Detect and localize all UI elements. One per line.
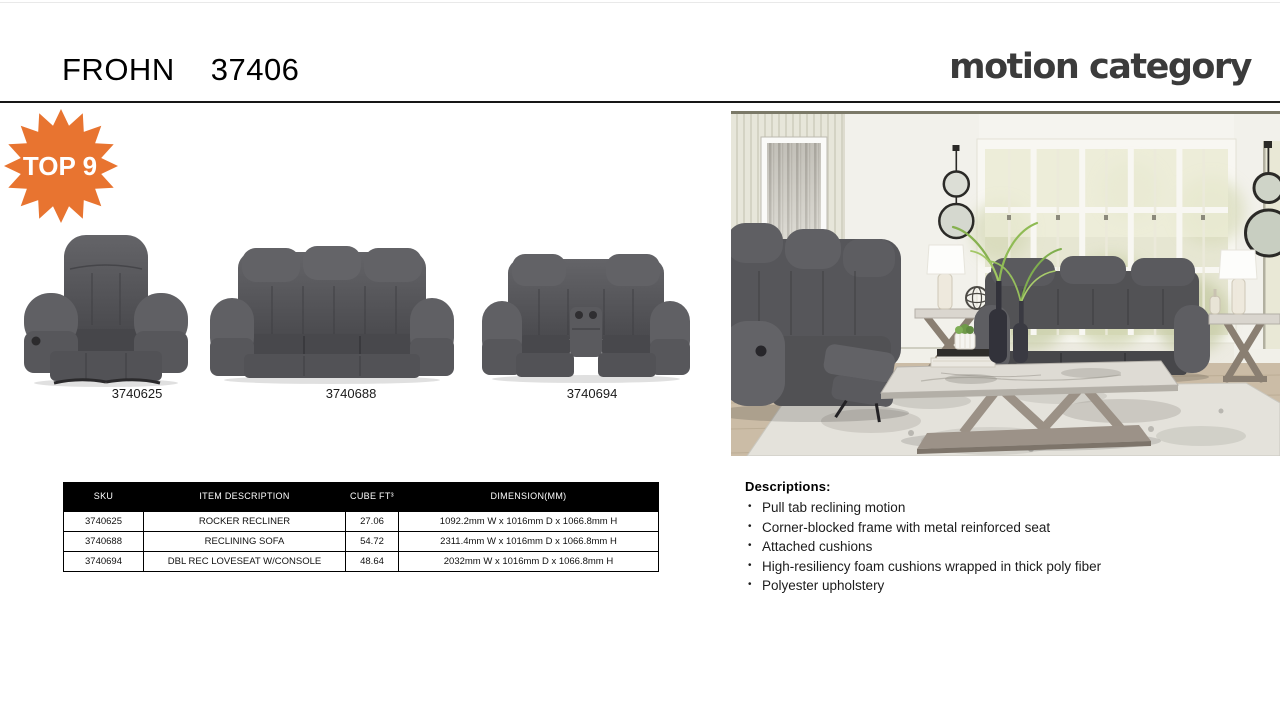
- table-header-row: [64, 483, 659, 512]
- cell-sku: 3740694: [64, 552, 144, 572]
- description-item: • Corner-blocked frame with metal reinforced seat: [745, 518, 1270, 538]
- cell-cube: 48.64: [346, 552, 399, 572]
- cell-sku: 3740625: [64, 512, 144, 532]
- category-label: motion category: [949, 47, 1251, 87]
- product-image-reclining-sofa: [208, 246, 456, 384]
- product-image-rocker-recliner: [20, 233, 192, 388]
- descriptions-list: [745, 498, 1270, 596]
- recline-handle-icon: [756, 346, 767, 357]
- cupholder-icon: [575, 311, 583, 319]
- descriptions-section: [745, 479, 1270, 596]
- cell-cube: 27.06: [346, 512, 399, 532]
- lifestyle-photo: [731, 111, 1280, 456]
- page-title: [62, 52, 299, 88]
- console: [570, 307, 602, 357]
- top9-badge: [0, 106, 122, 228]
- cell-sku: 3740688: [64, 532, 144, 552]
- cell-dimension: 1092.2mm W x 1016mm D x 1066.8mm H: [399, 512, 659, 532]
- top-border: [0, 2, 1280, 3]
- spec-table: [63, 482, 659, 572]
- cell-dimension: 2032mm W x 1016mm D x 1066.8mm H: [399, 552, 659, 572]
- product-series-name: FROHN: [62, 52, 175, 87]
- product-sku-label: 3740694: [566, 386, 618, 401]
- cell-cube: 54.72: [346, 532, 399, 552]
- description-item: • Pull tab reclining motion: [745, 498, 1270, 518]
- col-header-sku: SKU: [64, 483, 144, 512]
- description-item: • High-resiliency foam cushions wrapped in thick poly fiber: [745, 557, 1270, 577]
- table-row: [64, 532, 659, 552]
- description-item: • Polyester upholstery: [745, 576, 1270, 596]
- header-divider: [0, 101, 1280, 103]
- cell-dimension: 2311.4mm W x 1016mm D x 1066.8mm H: [399, 532, 659, 552]
- table-row: [64, 552, 659, 572]
- descriptions-heading: Descriptions:: [745, 479, 831, 494]
- succulent-planter: [955, 324, 975, 349]
- product-image-loveseat-console: [482, 251, 690, 383]
- col-header-item-description: ITEM DESCRIPTION: [144, 483, 346, 512]
- recline-handle-icon: [32, 337, 41, 346]
- cell-description: RECLINING SOFA: [144, 532, 346, 552]
- product-series-number: 37406: [210, 52, 300, 87]
- table-row: [64, 512, 659, 532]
- col-header-cube-ft: CUBE FT³: [346, 483, 399, 512]
- description-item: • Attached cushions: [745, 537, 1270, 557]
- cell-description: ROCKER RECLINER: [144, 512, 346, 532]
- cupholder-icon: [589, 311, 597, 319]
- product-sku-label: 3740625: [111, 386, 163, 401]
- badge-label: TOP 9: [22, 151, 98, 181]
- product-sku-label: 3740688: [325, 386, 377, 401]
- cell-description: DBL REC LOVESEAT W/CONSOLE: [144, 552, 346, 572]
- book-stack: [931, 349, 995, 367]
- col-header-dimension: DIMENSION(MM): [399, 483, 659, 512]
